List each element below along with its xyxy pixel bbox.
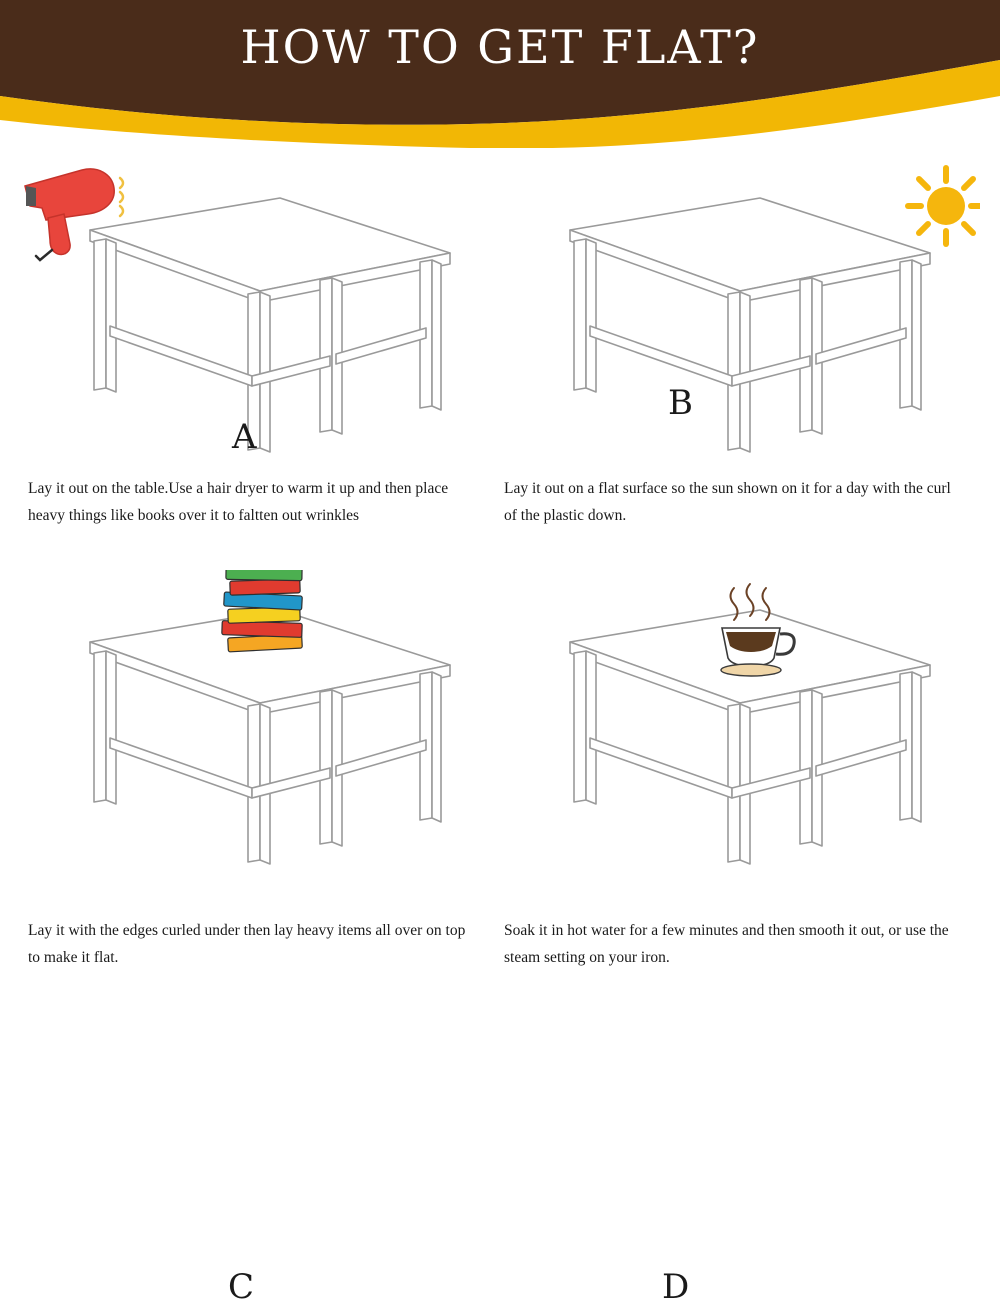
panel-b-caption: Lay it out on a flat surface so the sun shown on it for a day with the curl of the plastic down. bbox=[504, 480, 951, 525]
panel-d-caption: Soak it in hot water for a few minutes and then smooth it out, or use the steam setting on your iron. bbox=[504, 922, 949, 967]
panel-b-illustration bbox=[500, 158, 980, 478]
panel-a-illustration bbox=[20, 158, 500, 478]
panel-d-illustration bbox=[500, 570, 980, 890]
panel-d-letter: D bbox=[662, 1267, 690, 1307]
panel-c-letter: C bbox=[228, 1267, 255, 1307]
panel-c-illustration bbox=[20, 570, 500, 890]
panel-c bbox=[20, 570, 500, 1307]
panel-b-letter: B bbox=[668, 383, 693, 423]
panel-a-caption: Lay it out on the table.Use a hair dryer to warm it up and then place heavy things like books over it to faltten out wrinkles bbox=[28, 480, 449, 525]
instruction-panels bbox=[0, 150, 1000, 1307]
sun-icon bbox=[908, 168, 980, 244]
page-title: HOW TO GET FLAT? bbox=[240, 20, 760, 74]
header-banner bbox=[0, 0, 1000, 148]
panel-c-caption: Lay it with the edges curled under then lay heavy items all over on top to make it flat. bbox=[28, 922, 466, 967]
panel-d bbox=[500, 570, 980, 1307]
panel-a-letter: A bbox=[232, 417, 257, 457]
stack-of-books-icon bbox=[222, 570, 303, 652]
